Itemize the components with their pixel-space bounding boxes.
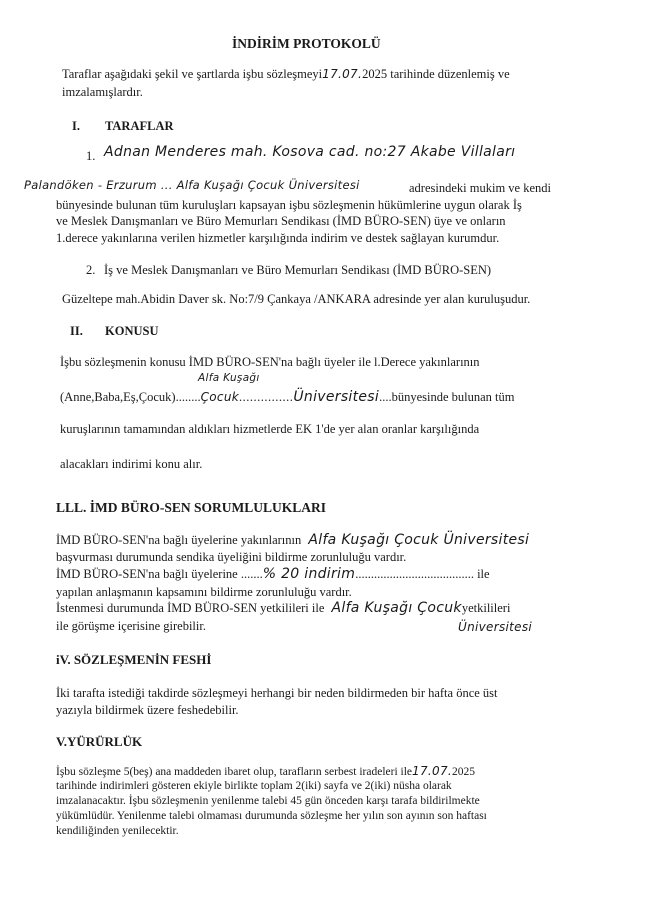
section-2-handwritten-above: Alfa Kuşağı [198, 372, 260, 384]
party-1-text-4: 1.derece yakınlarına verilen hizmetler karşılığında indirim ve destek sağlayan kurumdur. [56, 231, 500, 245]
section-5-line-1-text: İşbu sözleşme 5(beş) ana maddeden ibaret olup, tarafların serbest iradeleri ile [56, 766, 413, 778]
intro-line-1 [62, 66, 510, 82]
intro-text: Taraflar aşağıdaki şekil ve şartlarda işbu sözleşmeyi [62, 67, 323, 81]
section-2-number: II. [70, 324, 83, 338]
section-3-line-1-text: İMD BÜRO-SEN'na bağlı üyelerine yakınlarının [56, 533, 302, 547]
section-4-line-2: yazıyla bildirmek üzere feshedebilir. [56, 703, 239, 717]
section-2-line-2-end: ....bünyesinde bulunan tüm [379, 390, 515, 404]
section-3-line-2: başvurması durumunda sendika üyeliğini bildirme zorunluluğu vardır. [56, 550, 407, 564]
section-3-handwritten-1: Alfa Kuşağı Çocuk Üniversitesi [308, 532, 530, 548]
section-1-number: I. [72, 119, 80, 133]
section-3-line-5-start: İstenmesi durumunda İMD BÜRO-SEN yetkilileri ile [56, 601, 325, 615]
party-1-number: 1. [86, 149, 96, 163]
section-1-heading: TARAFLAR [105, 119, 174, 133]
section-2-line-4: alacakları indirimi konu alır. [60, 457, 203, 471]
section-3-line-5 [56, 600, 510, 616]
party-1-text-3: ve Meslek Danışmanları ve Büro Memurları Sendikası (İMD BÜRO-SEN) üye ve onların [56, 214, 506, 228]
party-2-number: 2. [86, 263, 96, 277]
section-3-line-1 [56, 532, 529, 548]
section-5-line-1-year: 2025 [452, 766, 476, 778]
section-3-line-6: ile görüşme içerisine girebilir. [56, 619, 206, 633]
section-5-line-3: imzalanacaktır. İşbu sözleşmenin yenilenme talebi 45 gün önceden karşı tarafa bildirilmekte [56, 795, 480, 807]
section-3-line-3 [56, 566, 490, 582]
section-5-line-2: tarihinde indirimleri gösteren ekiyle birlikte toplam 2(iki) sayfa ve 2(iki) nüsha olarak [56, 780, 452, 792]
party-2-name: İş ve Meslek Danışmanları ve Büro Memurları Sendikası (İMD BÜRO-SEN) [104, 263, 492, 277]
section-3-heading: LLL. İMD BÜRO-SEN SORUMLULUKLARI [56, 500, 327, 515]
section-3-handwritten-3: Üniversitesi [458, 620, 533, 634]
section-2-handwritten-1: Çocuk [200, 390, 239, 404]
section-2-heading: KONUSU [105, 324, 159, 338]
section-4-line-1: İki tarafta istediği takdirde sözleşmeyi herhangi bir neden bildirmeden bir hafta önce üst [56, 686, 498, 700]
section-3-handwritten-discount: % 20 indirim [262, 566, 356, 582]
section-3-line-3-end: ...................................... ile [355, 567, 490, 581]
section-4-heading: iV. SÖZLEŞMENİN FESHİ [56, 652, 212, 667]
section-5-line-4: yükümlüdür. Yenilenme talebi olmaması durumunda sözleşme her yılın son ayının son haftası [56, 810, 487, 822]
section-3-line-4: yapılan anlaşmanın kapsamını bildirme zorunluluğu vardır. [56, 585, 352, 599]
section-5-heading: V.YÜRÜRLÜK [56, 734, 143, 749]
dot-leader: ............... [238, 390, 294, 404]
party-1-address-handwritten-1: Adnan Menderes mah. Kosova cad. no:27 Akabe Villaları [104, 144, 516, 160]
section-5-line-5: kendiliğinden yenilecektir. [56, 825, 179, 837]
section-3-line-5-end: yetkilileri [461, 601, 511, 615]
section-2-line-2-start: (Anne,Baba,Eş,Çocuk)........ [60, 390, 201, 404]
section-2-line-2 [60, 389, 515, 405]
section-5-handwritten-date: 17.07. [412, 764, 453, 778]
party-2-address: Güzeltepe mah.Abidin Daver sk. No:7/9 Çankaya /ANKARA adresinde yer alan kuruluşudur. [62, 292, 531, 306]
party-1-text-2: bünyesinde bulunan tüm kuruluşları kapsayan işbu sözleşmenin hükümlerine uygun olarak İş [56, 198, 522, 212]
party-1-address-handwritten-2: Palandöken - Erzurum ... Alfa Kuşağı Çocuk Üniversitesi [24, 178, 360, 192]
section-2-line-3: kuruşlarının tamamından aldıkları hizmetlerde EK 1'de yer alan oranlar karşılığında [60, 422, 480, 436]
intro-text-cont: 2025 tarihinde düzenlemiş ve [362, 67, 510, 81]
section-2-line-1: İşbu sözleşmenin konusu İMD BÜRO-SEN'na bağlı üyeler ile l.Derece yakınlarının [60, 355, 480, 369]
intro-line-2: imzalamışlardır. [62, 85, 143, 99]
handwritten-date: 17.07. [322, 67, 363, 81]
section-5-line-1 [56, 764, 475, 779]
section-3-handwritten-2: Alfa Kuşağı Çocuk [331, 600, 462, 616]
section-2-handwritten-2: Üniversitesi [293, 389, 380, 405]
page-title: İNDİRİM PROTOKOLÜ [232, 36, 381, 51]
party-1-text-1: adresindeki mukim ve kendi [409, 181, 551, 195]
section-3-line-3-start: İMD BÜRO-SEN'na bağlı üyelerine ....... [56, 567, 263, 581]
